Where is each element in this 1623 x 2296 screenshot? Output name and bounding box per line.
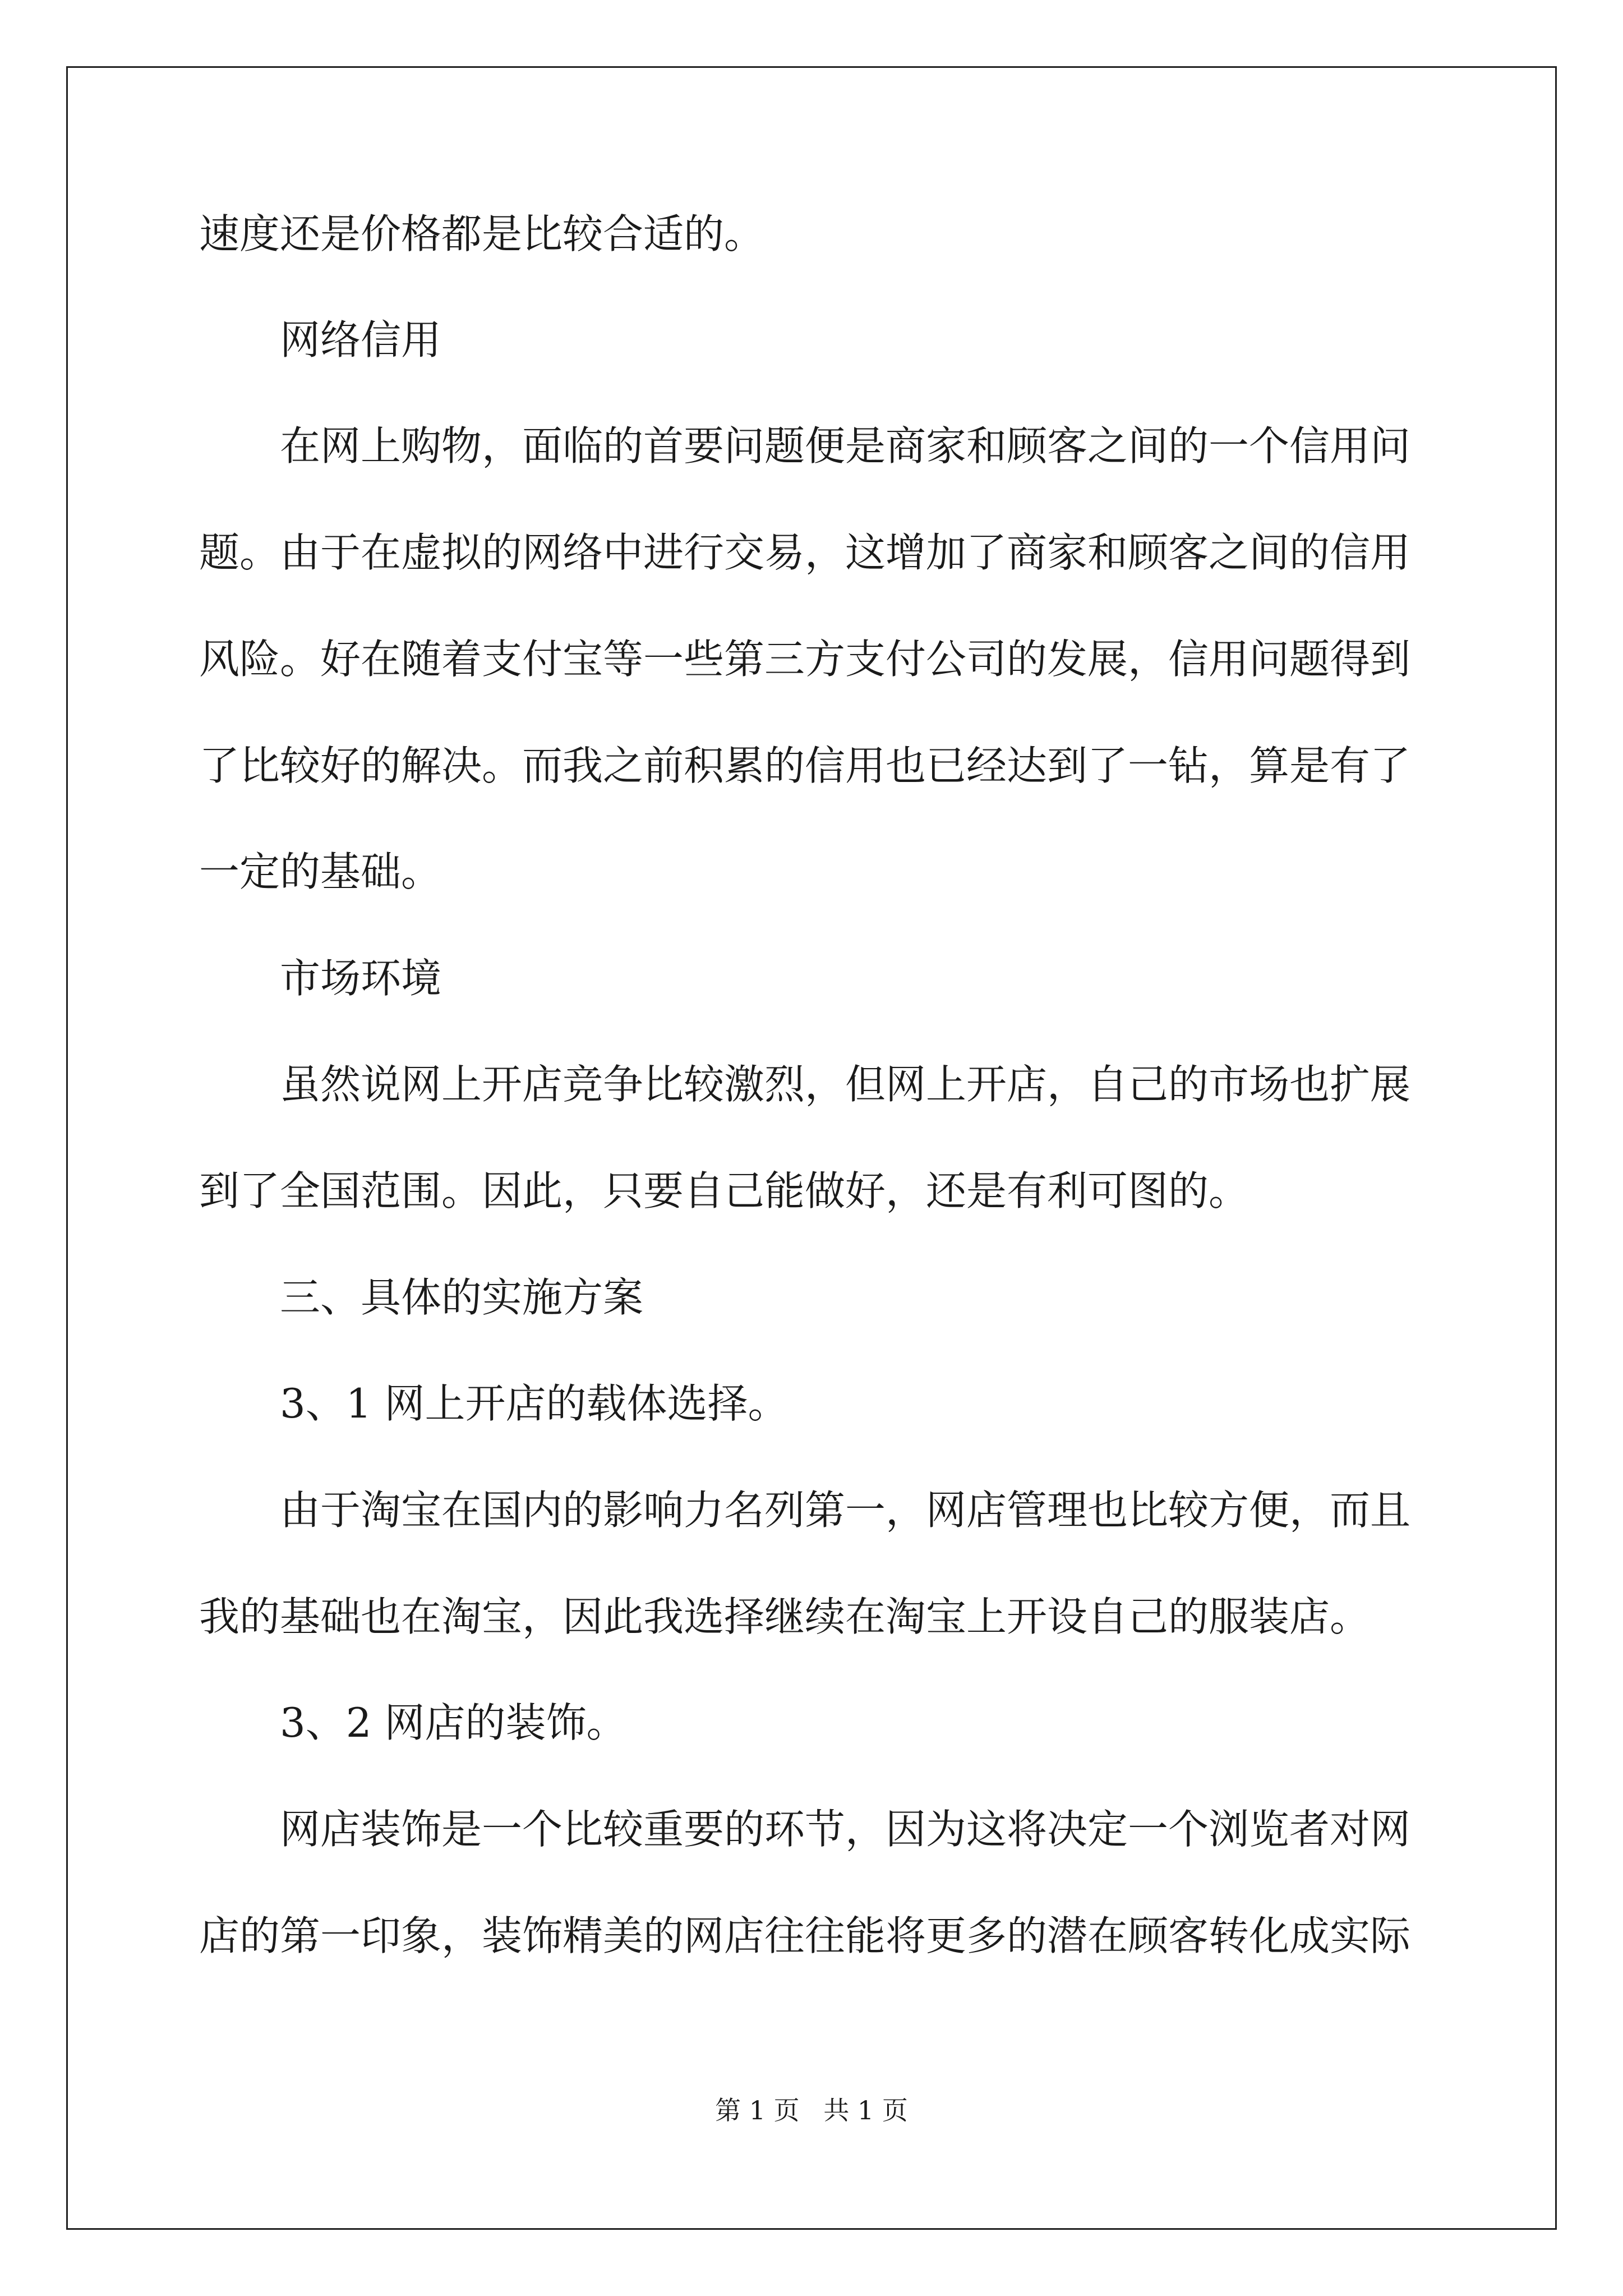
text-line: 风险。好在随着支付宝等一些第三方支付公司的发展，信用问题得到 xyxy=(199,636,1411,683)
text-line: 我的基础也在淘宝，因此我选择继续在淘宝上开设自己的服装店。 xyxy=(199,1593,1371,1640)
section-heading-implementation-plan: 三、具体的实施方案 xyxy=(280,1274,644,1321)
page-count: 共 1 页 xyxy=(823,2095,908,2125)
subsection-heading-3-2: 3、2 网店的装饰。 xyxy=(280,1699,627,1746)
text-line: 到了全国范围。因此，只要自己能做好，还是有利可图的。 xyxy=(199,1167,1249,1214)
page-footer xyxy=(0,2093,1623,2127)
section-heading-market-environment: 市场环境 xyxy=(280,955,442,1002)
text-line: 店的第一印象，装饰精美的网店往往能将更多的潜在顾客转化成实际 xyxy=(199,1912,1411,1959)
text-line: 一定的基础。 xyxy=(199,848,442,895)
text-line: 了比较好的解决。而我之前积累的信用也已经达到了一钻，算是有了 xyxy=(199,742,1411,789)
text-line: 速度还是价格都是比较合适的。 xyxy=(199,210,765,257)
page-number: 第 1 页 xyxy=(715,2095,800,2125)
text-line: 由于淘宝在国内的影响力名列第一，网店管理也比较方便，而且 xyxy=(280,1487,1411,1534)
text-line: 网店装饰是一个比较重要的环节，因为这将决定一个浏览者对网 xyxy=(280,1806,1411,1853)
text-line: 在网上购物，面临的首要问题便是商家和顾客之间的一个信用问 xyxy=(280,422,1411,470)
text-line: 题。由于在虚拟的网络中进行交易，这增加了商家和顾客之间的信用 xyxy=(199,529,1411,576)
text-line: 虽然说网上开店竞争比较激烈，但网上开店，自己的市场也扩展 xyxy=(280,1061,1411,1108)
subsection-heading-3-1: 3、1 网上开店的载体选择。 xyxy=(280,1380,789,1427)
document-body xyxy=(199,208,1441,1963)
section-heading-network-credit: 网络信用 xyxy=(280,316,442,364)
